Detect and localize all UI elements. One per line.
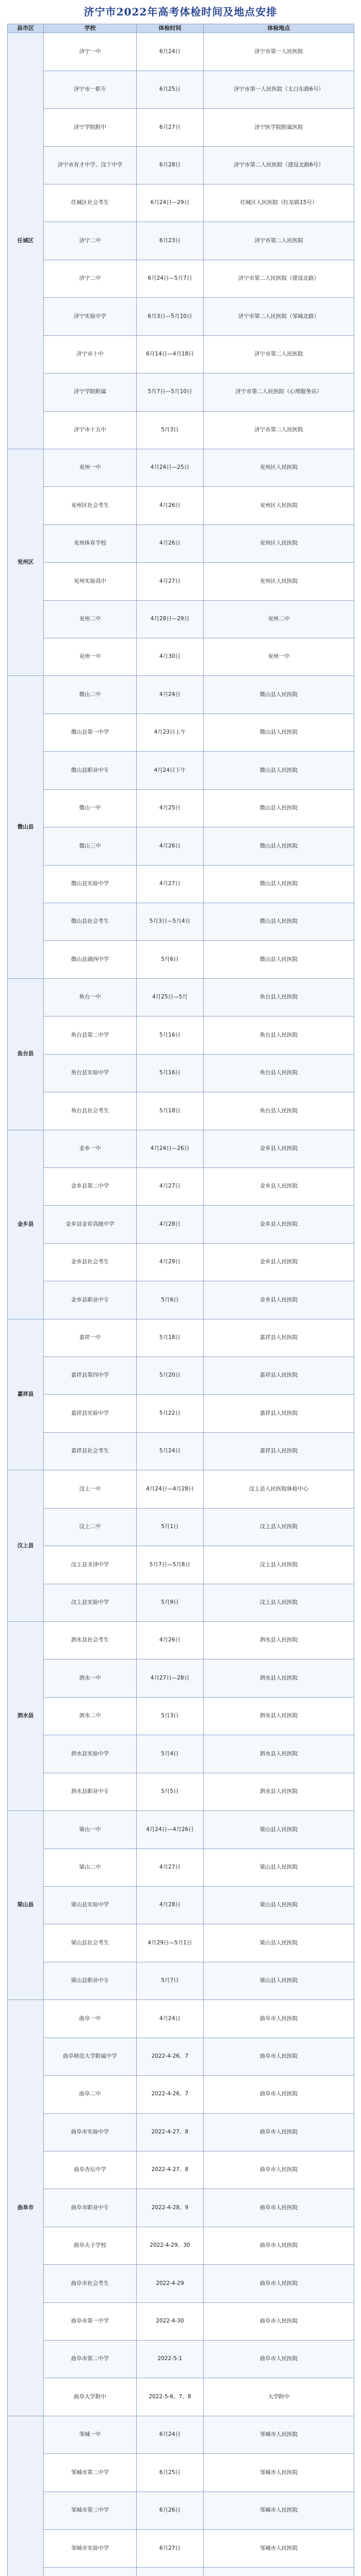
header-location: 体检地点 [204, 24, 354, 33]
location-cell: 济宁市第一人民医院 [204, 33, 354, 71]
location-cell: 梁山县人民医院 [204, 1886, 354, 1924]
school-cell: 微山县第一中学 [44, 714, 137, 751]
table-row [8, 789, 354, 827]
location-cell: 济宁市第一人民医院（太白东路6号） [204, 71, 354, 108]
time-cell: 4月24日—4月28日 [137, 1470, 204, 1508]
time-cell: 5月3日 [137, 1697, 204, 1735]
school-cell: 汶上二中 [44, 1508, 137, 1546]
time-cell: 4月26日 [137, 1622, 204, 1659]
location-cell: 济宁市第二人民医院（建设北路6号） [204, 146, 354, 184]
time-cell: 2022-4-27、8 [137, 2113, 204, 2151]
time-cell: 4月24日—26日 [137, 1130, 204, 1167]
school-cell: 任城区社会考生 [44, 184, 137, 222]
table-row [8, 1092, 354, 1130]
school-cell: 邹城市实验中学 [44, 2530, 137, 2567]
table-row [8, 2302, 354, 2340]
location-cell: 兖州区人民医院 [204, 449, 354, 486]
location-cell: 微山县人民医院 [204, 941, 354, 978]
school-cell: 鱼台县实验中学 [44, 1054, 137, 1092]
table-row [8, 222, 354, 260]
time-cell: 4月28日 [137, 1206, 204, 1243]
location-cell: 曲阜市人民医院 [204, 2189, 354, 2227]
school-cell: 济宁市育才中学、汶干中学 [44, 146, 137, 184]
table-row [8, 978, 354, 1016]
time-cell: 5月1日 [137, 1508, 204, 1546]
location-cell: 曲阜市人民医院 [204, 2341, 354, 2378]
table-row [8, 1167, 354, 1205]
district-cell: 梁山县 [8, 1811, 44, 2000]
table-row [8, 109, 354, 146]
table-row [8, 146, 354, 184]
school-cell: 微山三中 [44, 827, 137, 865]
table-row [8, 2492, 354, 2529]
location-cell: 兖州一中 [204, 638, 354, 676]
table-row [8, 1622, 354, 1659]
location-cell: 曲阜市人民医院 [204, 2227, 354, 2264]
location-cell: 兖州区人民医院 [204, 487, 354, 524]
school-cell: 曲阜杏坛中学 [44, 2151, 137, 2189]
time-cell: 5月18日 [137, 1319, 204, 1357]
table-row [8, 1773, 354, 1810]
schedule-table-wrapper [7, 24, 354, 2576]
school-cell: 济宁实验中学 [44, 298, 137, 335]
location-cell: 微山县人民医院 [204, 827, 354, 865]
location-cell: 兖州区人民医院 [204, 524, 354, 562]
table-row [8, 298, 354, 335]
school-cell: 邹城市第三中学 [44, 2492, 137, 2529]
table-row [8, 1206, 354, 1243]
table-row [8, 903, 354, 941]
school-cell: 汶上县圣泽中学 [44, 1546, 137, 1584]
district-cell: 金乡县 [8, 1130, 44, 1319]
school-cell: 嘉祥县实验中学 [44, 1395, 137, 1432]
table-row [8, 1546, 354, 1584]
time-cell: 5月9日 [137, 1584, 204, 1621]
school-cell: 济宁学院附属 [44, 374, 137, 411]
school-cell: 曲阜市第一中学 [44, 2302, 137, 2340]
time-cell: 4月27日 [137, 1849, 204, 1886]
district-cell: 微山县 [8, 676, 44, 978]
time-cell: 5月22日 [137, 1395, 204, 1432]
location-cell: 汶上县人民医院 [204, 1508, 354, 1546]
time-cell: 5月7日 [137, 1962, 204, 1999]
table-row [8, 1811, 354, 1849]
location-cell: 鱼台县人民医院 [204, 978, 354, 1016]
school-cell: 金乡县第二中学 [44, 1167, 137, 1205]
school-cell: 嘉祥县第四中学 [44, 1357, 137, 1395]
time-cell: 2022-4-27、8 [137, 2151, 204, 2189]
school-cell: 微山县社会考生 [44, 903, 137, 941]
school-cell: 曲阜市社会考生 [44, 2265, 137, 2302]
time-cell: 2022-4-30 [137, 2302, 204, 2340]
location-cell: 嘉祥县人民医院 [204, 1432, 354, 1470]
time-cell: 6月24日 [137, 2416, 204, 2453]
location-cell: 汶上县人民医院体检中心 [204, 1470, 354, 1508]
table-row [8, 2151, 354, 2189]
header-row [8, 24, 354, 33]
time-cell: 2022-5-1 [137, 2341, 204, 2378]
location-cell: 济宁市第二人民医院 [204, 335, 354, 373]
location-cell: 泗水县人民医院 [204, 1659, 354, 1697]
table-row [8, 1243, 354, 1281]
school-cell: 梁山二中 [44, 1849, 137, 1886]
location-cell: 济宁市第二人民医院（心理服务站） [204, 374, 354, 411]
school-cell: 微山二中 [44, 676, 137, 714]
school-cell: 梁山县实验中学 [44, 1886, 137, 1924]
school-cell: 曲阜市第二中学 [44, 2341, 137, 2378]
time-cell: 6月24日 [137, 33, 204, 71]
table-row [8, 487, 354, 524]
school-cell: 泗水一中 [44, 1659, 137, 1697]
location-cell: 鱼台县人民医院 [204, 1092, 354, 1130]
location-cell: 泗水县人民医院 [204, 1622, 354, 1659]
district-cell: 兖州区 [8, 449, 44, 676]
location-cell: 邹城市人民医院 [204, 2416, 354, 2453]
location-cell: 汶上县人民医院 [204, 1584, 354, 1621]
table-row [8, 2038, 354, 2075]
time-cell: 4月27日 [137, 563, 204, 600]
table-row [8, 184, 354, 222]
table-row [8, 1849, 354, 1886]
header-district: 县市区 [8, 24, 44, 33]
school-cell: 曲阜市实验中学 [44, 2113, 137, 2151]
location-cell: 微山县人民医院 [204, 714, 354, 751]
table-row [8, 1054, 354, 1092]
location-cell: 兖州二中 [204, 600, 354, 638]
location-cell: 金乡县人民医院 [204, 1130, 354, 1167]
schedule-body [8, 33, 354, 2576]
table-row [8, 752, 354, 789]
location-cell: 济宁市第二人民医院 [204, 222, 354, 260]
location-cell: 邹城市人民医院 [204, 2530, 354, 2567]
table-row [8, 1659, 354, 1697]
location-cell: 金乡县人民医院 [204, 1243, 354, 1281]
school-cell: 曲阜大学附中 [44, 2378, 137, 2416]
school-cell: 兖州一中 [44, 638, 137, 676]
location-cell: 鱼台县人民医院 [204, 1054, 354, 1092]
table-row [8, 335, 354, 373]
school-cell: 济宁一中 [44, 33, 137, 71]
district-cell: 曲阜市 [8, 2000, 44, 2416]
table-row [8, 1697, 354, 1735]
table-row [8, 827, 354, 865]
time-cell: 2022-4-29 [137, 2265, 204, 2302]
location-cell: 嘉祥县人民医院 [204, 1319, 354, 1357]
location-cell: 梁山县人民医院 [204, 1849, 354, 1886]
table-row [8, 1584, 354, 1621]
table-row [8, 2265, 354, 2302]
time-cell: 5月6日 [137, 1281, 204, 1319]
location-cell: 金乡县人民医院 [204, 1167, 354, 1205]
district-cell: 泗水县 [8, 1622, 44, 1811]
table-row [8, 1470, 354, 1508]
time-cell: 4月28日—29日 [137, 600, 204, 638]
location-cell: 微山县人民医院 [204, 676, 354, 714]
location-cell: 任城区人民医院（红星路15号） [204, 184, 354, 222]
time-cell: 5月3日—5月4日 [137, 903, 204, 941]
table-row [8, 2567, 354, 2576]
location-cell: 嘉祥县人民医院 [204, 1395, 354, 1432]
location-cell: 汶上县人民医院 [204, 1546, 354, 1584]
school-cell: 邹城市第二中学 [44, 2454, 137, 2492]
table-row [8, 2076, 354, 2113]
time-cell: 6月25日 [137, 2454, 204, 2492]
table-row [8, 524, 354, 562]
table-row [8, 260, 354, 297]
time-cell: 4月24日 [137, 2000, 204, 2038]
school-cell: 济宁市十五中 [44, 411, 137, 449]
time-cell: 4月24日 [137, 676, 204, 714]
table-row [8, 2378, 354, 2416]
table-row [8, 71, 354, 108]
location-cell: 兖州区人民医院 [204, 563, 354, 600]
table-row [8, 638, 354, 676]
table-row [8, 2113, 354, 2151]
location-cell: 微山县人民医院 [204, 903, 354, 941]
location-cell: 曲阜市人民医院 [204, 2265, 354, 2302]
header-school: 学校 [44, 24, 137, 33]
time-cell: 4月29日 [137, 1243, 204, 1281]
location-cell: 泗水县人民医院 [204, 1697, 354, 1735]
location-cell: 梁山县人民医院 [204, 1962, 354, 1999]
time-cell: 5月16日 [137, 1054, 204, 1092]
district-cell: 鱼台县 [8, 978, 44, 1130]
school-cell: 邹城一中 [44, 2416, 137, 2453]
table-row [8, 1735, 354, 1773]
time-cell: 5月18日 [137, 1092, 204, 1130]
time-cell: 4月24日下午 [137, 752, 204, 789]
time-cell: 6月14日—4月18日 [137, 335, 204, 373]
time-cell: 5月16日 [137, 1016, 204, 1054]
table-row [8, 1508, 354, 1546]
time-cell: 6月25日 [137, 71, 204, 108]
time-cell: 4月24日—25日 [137, 449, 204, 486]
location-cell: 微山县人民医院 [204, 865, 354, 903]
time-cell: 5月6日 [137, 941, 204, 978]
table-row [8, 2341, 354, 2378]
table-row [8, 600, 354, 638]
table-row [8, 2454, 354, 2492]
table-row [8, 2416, 354, 2453]
location-cell: 曲阜市人民医院 [204, 2151, 354, 2189]
school-cell: 汶上一中 [44, 1470, 137, 1508]
time-cell: 6月27日 [137, 2530, 204, 2567]
school-cell: 鱼台县第二中学 [44, 1016, 137, 1054]
time-cell: 4月25日—5月 [137, 978, 204, 1016]
location-cell: 济宁医学院附属医院 [204, 109, 354, 146]
table-row [8, 374, 354, 411]
time-cell: 4月23日上午 [137, 714, 204, 751]
school-cell: 微山县职业中专 [44, 752, 137, 789]
time-cell: 4月27日 [137, 865, 204, 903]
school-cell: 兖州实验高中 [44, 563, 137, 600]
district-cell: 汶上县 [8, 1470, 44, 1622]
table-row [8, 865, 354, 903]
school-cell: 鱼台一中 [44, 978, 137, 1016]
time-cell: 5月24日 [137, 1432, 204, 1470]
location-cell: 金乡县人民医院 [204, 1206, 354, 1243]
time-cell: 2022-4-26、7 [137, 2038, 204, 2075]
location-cell: 济宁市第二人民医院（建设北路） [204, 260, 354, 297]
school-cell: 金乡县职业中专 [44, 1281, 137, 1319]
school-cell: 微山县湖西中学 [44, 941, 137, 978]
time-cell: 5月20日 [137, 1357, 204, 1395]
district-cell [8, 2416, 44, 2576]
school-cell: 济宁二中 [44, 222, 137, 260]
table-row [8, 1281, 354, 1319]
school-cell: 曲阜二中 [44, 2076, 137, 2113]
school-cell: 梁山县社会考生 [44, 1924, 137, 1962]
time-cell: 5月7日—5月8日 [137, 1546, 204, 1584]
location-cell: 济宁市第二人民医院（邹城北路） [204, 298, 354, 335]
time-cell: 6月23日 [137, 222, 204, 260]
time-cell: 4月25日 [137, 789, 204, 827]
location-cell: 微山县人民医院 [204, 789, 354, 827]
school-cell: 金乡县金育高级中学 [44, 1206, 137, 1243]
time-cell: 6月24日—29日 [137, 184, 204, 222]
table-row [8, 1395, 354, 1432]
time-cell: 5月4日 [137, 1735, 204, 1773]
school-cell: 兖州区社会考生 [44, 487, 137, 524]
table-row [8, 941, 354, 978]
location-cell: 曲阜市人民医院 [204, 2113, 354, 2151]
time-cell: 4月28日 [137, 1886, 204, 1924]
time-cell: 4月26日 [137, 487, 204, 524]
district-cell: 嘉祥县 [8, 1319, 44, 1470]
table-row [8, 33, 354, 71]
school-cell: 济宁市十中 [44, 335, 137, 373]
table-row [8, 2530, 354, 2567]
time-cell: 4月26日 [137, 524, 204, 562]
location-cell: 邹城市人民医院 [204, 2454, 354, 2492]
location-cell: 嘉祥县人民医院 [204, 1357, 354, 1395]
time-cell: 5月3日 [137, 411, 204, 449]
table-row [8, 1357, 354, 1395]
location-cell: 泗水县人民医院 [204, 1735, 354, 1773]
time-cell: 4月30日 [137, 638, 204, 676]
table-row [8, 1886, 354, 1924]
school-cell: 泗水县实验中学 [44, 1735, 137, 1773]
school-cell: 嘉祥县社会考生 [44, 1432, 137, 1470]
school-cell: 曲阜师范大学附属中学 [44, 2038, 137, 2075]
school-cell: 金乡县社会考生 [44, 1243, 137, 1281]
table-row [8, 449, 354, 486]
school-cell: 泗水县职业中专 [44, 1773, 137, 1810]
school-cell: 济宁市一职专 [44, 71, 137, 108]
location-cell: 微山县人民医院 [204, 752, 354, 789]
table-row [8, 563, 354, 600]
time-cell: 4月24日—4月26日 [137, 1811, 204, 1849]
time-cell: 5月7日—5月10日 [137, 374, 204, 411]
page-title: 济宁市2022年高考体检时间及地点安排 [84, 6, 277, 18]
time-cell: 6月27日 [137, 109, 204, 146]
school-cell: 济宁学院附中 [44, 109, 137, 146]
location-cell: 梁山县人民医院 [204, 1924, 354, 1962]
location-cell: 大学附中 [204, 2378, 354, 2416]
district-cell: 任城区 [8, 33, 44, 449]
time-cell: 4月26日 [137, 827, 204, 865]
school-cell: 嘉祥一中 [44, 1319, 137, 1357]
table-row [8, 2000, 354, 2038]
school-cell [44, 2567, 137, 2576]
location-cell [204, 2567, 354, 2576]
location-cell: 曲阜市人民医院 [204, 2000, 354, 2038]
school-cell: 兖州一中 [44, 449, 137, 486]
school-cell: 鱼台县社会考生 [44, 1092, 137, 1130]
school-cell: 梁山县职业中专 [44, 1962, 137, 1999]
table-row [8, 2189, 354, 2227]
time-cell [137, 2567, 204, 2576]
location-cell: 邹城市人民医院 [204, 2492, 354, 2529]
time-cell: 2022-4-28、9 [137, 2189, 204, 2227]
school-cell: 兖州二中 [44, 600, 137, 638]
school-cell: 泗水二中 [44, 1697, 137, 1735]
time-cell: 4月27日 [137, 1167, 204, 1205]
time-cell: 4月29日—5月1日 [137, 1924, 204, 1962]
location-cell: 济宁市第二人民医院 [204, 411, 354, 449]
time-cell: 6月28日 [137, 146, 204, 184]
header-time: 体检时间 [137, 24, 204, 33]
school-cell: 兖州体育学校 [44, 524, 137, 562]
table-row [8, 411, 354, 449]
time-cell: 2022-4-29、30 [137, 2227, 204, 2264]
location-cell: 金乡县人民医院 [204, 1281, 354, 1319]
time-cell: 6月3日—5月10日 [137, 298, 204, 335]
school-cell: 曲阜夫子学校 [44, 2227, 137, 2264]
school-cell: 微山县实验中学 [44, 865, 137, 903]
time-cell: 4月27日—28日 [137, 1659, 204, 1697]
time-cell: 6月24日—5月7日 [137, 260, 204, 297]
location-cell: 鱼台县人民医院 [204, 1016, 354, 1054]
school-cell: 汶上县实验中学 [44, 1584, 137, 1621]
location-cell: 泗水县人民医院 [204, 1773, 354, 1810]
location-cell: 曲阜市人民医院 [204, 2038, 354, 2075]
table-row [8, 1016, 354, 1054]
school-cell: 金乡一中 [44, 1130, 137, 1167]
location-cell: 曲阜市人民医院 [204, 2302, 354, 2340]
table-row [8, 1432, 354, 1470]
table-row [8, 1130, 354, 1167]
table-row [8, 2227, 354, 2264]
time-cell: 2022-4-26、7 [137, 2076, 204, 2113]
table-row [8, 676, 354, 714]
table-row [8, 714, 354, 751]
school-cell: 梁山一中 [44, 1811, 137, 1849]
table-row [8, 1924, 354, 1962]
table-row [8, 1319, 354, 1357]
school-cell: 曲阜市职业中专 [44, 2189, 137, 2227]
location-cell: 梁山县人民医院 [204, 1811, 354, 1849]
time-cell: 6月26日 [137, 2492, 204, 2529]
time-cell: 2022-5-6、7、8 [137, 2378, 204, 2416]
table-row [8, 1962, 354, 1999]
school-cell: 微山一中 [44, 789, 137, 827]
location-cell: 曲阜市人民医院 [204, 2076, 354, 2113]
school-cell: 曲阜一中 [44, 2000, 137, 2038]
schedule-table [7, 24, 354, 2576]
school-cell: 泗水县社会考生 [44, 1622, 137, 1659]
time-cell: 5月5日 [137, 1773, 204, 1810]
school-cell: 济宁二中 [44, 260, 137, 297]
